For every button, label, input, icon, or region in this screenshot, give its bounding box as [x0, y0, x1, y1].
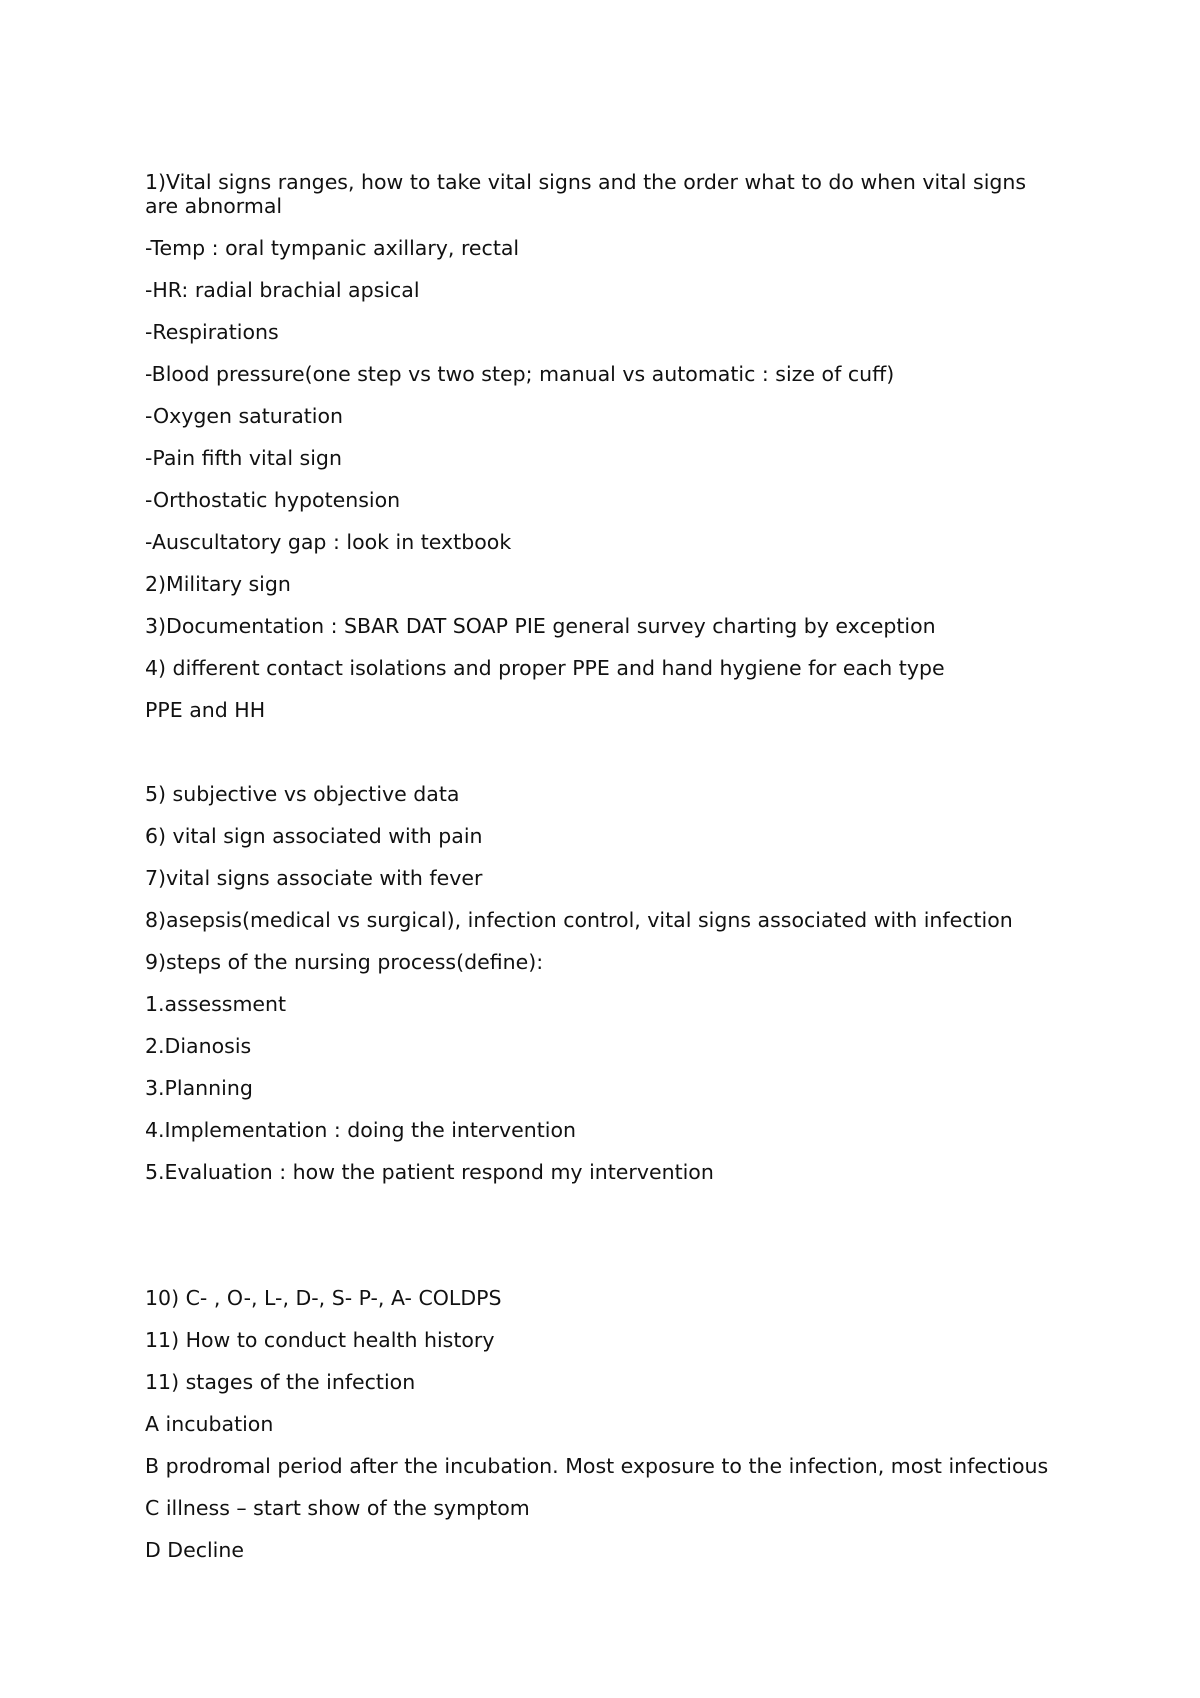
text-line: -Blood pressure(one step vs two step; manual vs automatic : size of cuff) — [145, 362, 895, 386]
text-line: 8)asepsis(medical vs surgical), infection control, vital signs associated with infection — [145, 908, 1013, 932]
text-line: 4) different contact isolations and proper PPE and hand hygiene for each type — [145, 656, 945, 680]
text-line: 3.Planning — [145, 1076, 253, 1100]
text-line: PPE and HH — [145, 698, 266, 722]
text-line: A incubation — [145, 1412, 274, 1436]
text-line: 2)Military sign — [145, 572, 291, 596]
text-line: 11) How to conduct health history — [145, 1328, 495, 1352]
text-line: -Pain fifth vital sign — [145, 446, 342, 470]
text-line: -Auscultatory gap : look in textbook — [145, 530, 512, 554]
text-line: D Decline — [145, 1538, 244, 1562]
document-body — [145, 170, 1065, 1580]
text-line: -HR: radial brachial apsical — [145, 278, 420, 302]
text-line: -Oxygen saturation — [145, 404, 344, 428]
text-line: 1.assessment — [145, 992, 287, 1016]
text-line: 10) C- , O-, L-, D-, S- P-, A- COLDPS — [145, 1286, 502, 1310]
text-line: 1)Vital signs ranges, how to take vital signs and the order what to do when vital signs are abnormal — [145, 170, 1027, 218]
text-line: 2.Dianosis — [145, 1034, 252, 1058]
text-line: 7)vital signs associate with fever — [145, 866, 483, 890]
text-line: 11) stages of the infection — [145, 1370, 416, 1394]
text-line: B prodromal period after the incubation. Most exposure to the infection, most infectious — [145, 1454, 1049, 1478]
text-line: -Orthostatic hypotension — [145, 488, 401, 512]
text-line: 4.Implementation : doing the intervention — [145, 1118, 576, 1142]
blank-space — [145, 1202, 1065, 1286]
text-line: -Temp : oral tympanic axillary, rectal — [145, 236, 520, 260]
text-line: -Respirations — [145, 320, 279, 344]
text-line: 3)Documentation : SBAR DAT SOAP PIE general survey charting by exception — [145, 614, 936, 638]
text-line: 6) vital sign associated with pain — [145, 824, 483, 848]
text-line: 5) subjective vs objective data — [145, 782, 460, 806]
text-line: C illness – start show of the symptom — [145, 1496, 530, 1520]
text-line: 5.Evaluation : how the patient respond my intervention — [145, 1160, 714, 1184]
text-line: 9)steps of the nursing process(define): — [145, 950, 544, 974]
blank-space — [145, 740, 1065, 782]
